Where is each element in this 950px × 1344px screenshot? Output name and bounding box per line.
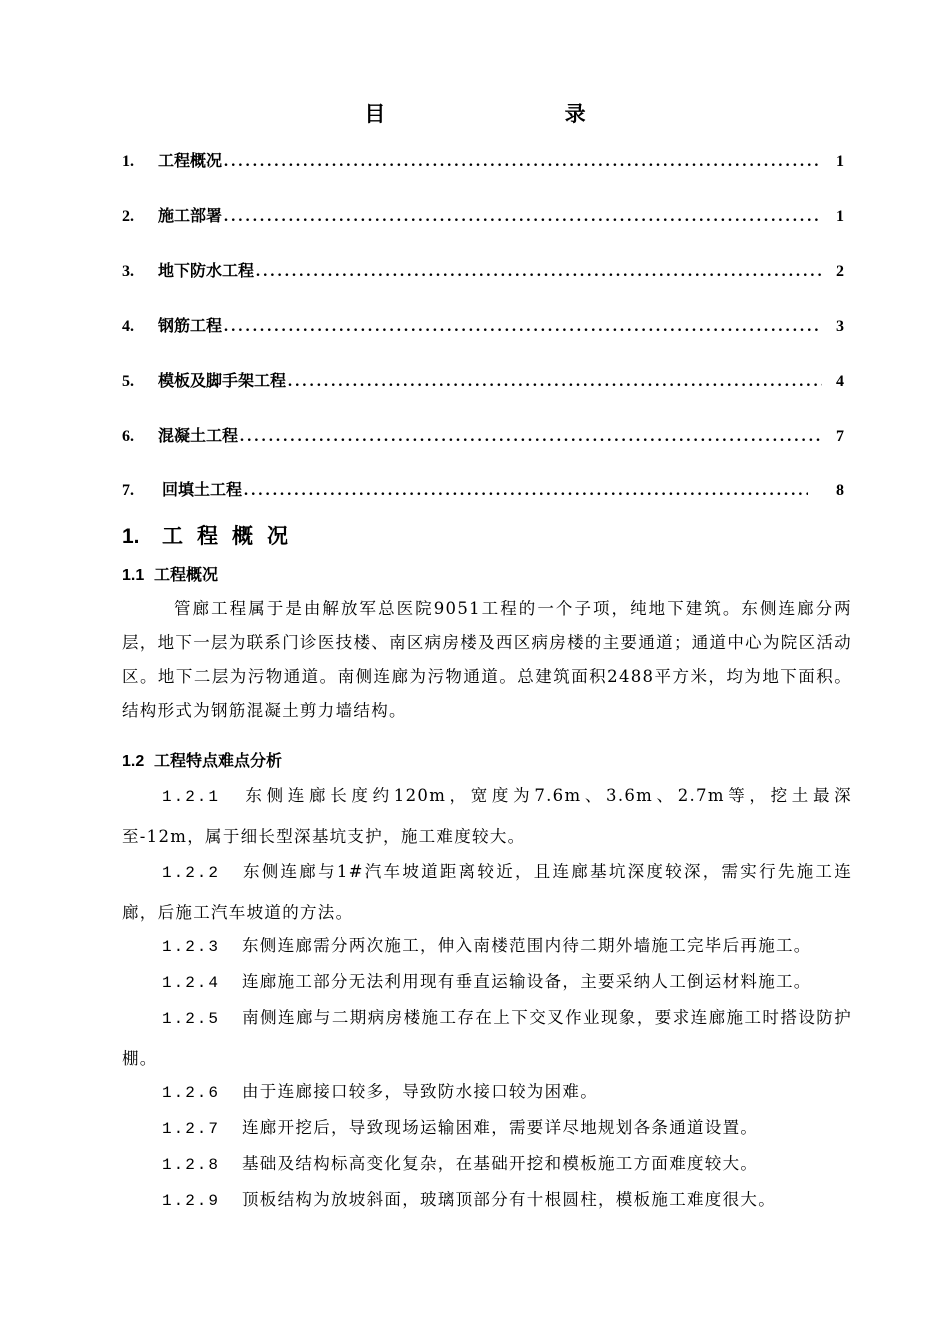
item-number: 1.2.9 [162, 1192, 221, 1210]
toc-leader-dots [224, 208, 822, 226]
list-item [122, 852, 852, 933]
item-number: 1.2.2 [162, 864, 221, 882]
list-item [122, 1108, 852, 1149]
toc-entry-page: 2 [836, 263, 844, 280]
list-item [122, 1072, 852, 1113]
toc-leader-dots [224, 318, 822, 336]
item-text: 基础及结构标高变化复杂，在基础开挖和模板施工方面难度较大。 [242, 1154, 759, 1173]
list-item [122, 962, 852, 1003]
toc-entry[interactable] [122, 476, 844, 500]
toc-entry[interactable] [122, 202, 844, 226]
subsection-title: 工程特点难点分析 [154, 751, 283, 770]
section-title: 工程概况 [162, 524, 302, 548]
subsection-title: 工程概况 [154, 565, 219, 584]
toc-entry-title: 钢筋工程 [158, 316, 223, 335]
toc-entry-title: 回填土工程 [162, 480, 243, 499]
item-number: 1.2.4 [162, 974, 221, 992]
toc-entry-title: 地下防水工程 [158, 261, 255, 280]
toc-title: 目 录 [364, 102, 672, 126]
toc-entry[interactable] [122, 147, 844, 171]
section-heading [122, 520, 302, 550]
toc-entry-page: 1 [836, 208, 844, 225]
toc-leader-dots [244, 482, 808, 500]
item-text: 顶板结构为放坡斜面，玻璃顶部分有十根圆柱，模板施工难度很大。 [242, 1190, 776, 1209]
toc-entry[interactable] [122, 257, 844, 281]
item-text: 由于连廊接口较多，导致防水接口较为困难。 [242, 1082, 598, 1101]
toc-entry-page: 3 [836, 318, 844, 335]
item-text: 连廊开挖后，导致现场运输困难，需要详尽地规划各条通道设置。 [242, 1118, 759, 1137]
item-text: 东侧连廊与1#汽车坡道距离较近，且连廊基坑深度较深，需实行先施工连廊，后施工汽车坡道的方法。 [122, 862, 852, 922]
item-number: 1.2.1 [162, 788, 221, 806]
toc-leader-dots [288, 373, 822, 391]
item-text: 东侧连廊长度约120m，宽度为7.6m、3.6m、2.7m等，挖土最深至-12m，属于细长型深基坑支护，施工难度较大。 [122, 786, 852, 846]
item-number: 1.2.7 [162, 1120, 221, 1138]
toc-entry-number: 5. [122, 373, 134, 390]
toc-leader-dots [256, 263, 822, 281]
toc-entry-title: 混凝土工程 [158, 426, 239, 445]
item-number: 1.2.6 [162, 1084, 221, 1102]
toc-entry-number: 3. [122, 263, 134, 280]
toc-leader-dots [240, 428, 822, 446]
item-number: 1.2.8 [162, 1156, 221, 1174]
item-text: 东侧连廊需分两次施工，伸入南楼范围内待二期外墙施工完毕后再施工。 [242, 936, 812, 955]
toc-leader-dots [224, 153, 822, 171]
toc-entry-page: 1 [836, 153, 844, 170]
toc-entry-title: 施工部署 [158, 206, 223, 225]
item-number: 1.2.5 [162, 1010, 221, 1028]
overview-paragraph: 管廊工程属于是由解放军总医院9051工程的一个子项，纯地下建筑。东侧连廊分两层，地下一层为联系门诊医技楼、南区病房楼及西区病房楼的主要通道；通道中心为院区活动区。地下二层为污物通道。南侧连廊为污物通道。总建筑面积2488平方米，均为地下面积。结构形式为钢筋混凝土剪力墙结构。 [122, 599, 852, 720]
toc-entry-number: 6. [122, 428, 134, 445]
list-item [122, 1144, 852, 1185]
toc-entry-page: 7 [836, 428, 844, 445]
list-item [122, 926, 852, 967]
list-item [122, 1180, 852, 1221]
section-number: 1. [122, 525, 140, 548]
toc-entry-page: 8 [836, 482, 844, 499]
subsection-heading [122, 748, 282, 771]
toc-entry-title: 模板及脚手架工程 [158, 371, 287, 390]
toc-entry-number: 7. [122, 482, 134, 499]
list-item [122, 998, 852, 1079]
list-item [122, 776, 852, 857]
toc-entry[interactable] [122, 312, 844, 336]
toc-entry-number: 2. [122, 208, 134, 225]
item-text: 南侧连廊与二期病房楼施工存在上下交叉作业现象，要求连廊施工时搭设防护棚。 [122, 1008, 852, 1068]
toc-entry-number: 1. [122, 153, 134, 170]
subsection-number: 1.2 [122, 753, 145, 770]
item-number: 1.2.3 [162, 938, 221, 956]
subsection-number: 1.1 [122, 567, 145, 584]
subsection-heading [122, 562, 218, 585]
toc-entry-number: 4. [122, 318, 134, 335]
item-text: 连廊施工部分无法利用现有垂直运输设备，主要采纳人工倒运材料施工。 [242, 972, 812, 991]
toc-entry[interactable] [122, 367, 844, 391]
toc-entry[interactable] [122, 422, 844, 446]
toc-entry-title: 工程概况 [158, 151, 223, 170]
toc-entry-page: 4 [836, 373, 844, 390]
